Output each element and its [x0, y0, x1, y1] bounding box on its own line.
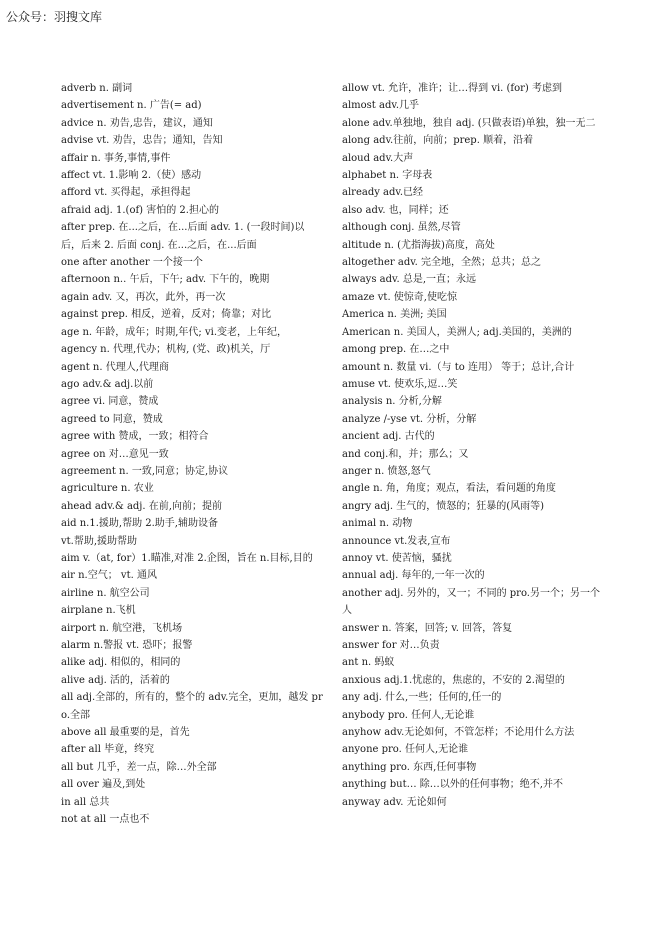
vocab-entry: aloud adv.大声 — [342, 152, 414, 164]
vocab-entry: ancient adj. 古代的 — [342, 431, 435, 443]
vocab-entry: announce vt.发表,宣布 — [342, 535, 451, 547]
vocab-entry: one after another 一个接一个 — [61, 257, 203, 269]
vocab-entry: also adv. 也，同样；还 — [342, 204, 449, 216]
vocab-entry: among prep. 在…之中 — [342, 344, 450, 356]
vocab-entry: agree with 赞成，一致；相符合 — [61, 431, 209, 443]
vocab-entry: vt.帮助,援助帮助 — [61, 535, 138, 547]
vocab-entry: anything but… 除…以外的任何事物；绝不,并不 — [342, 779, 563, 791]
vocab-entry: advice n. 劝告,忠告，建议，通知 — [61, 117, 213, 129]
vocab-entry: again adv. 又，再次，此外，再一次 — [61, 291, 226, 303]
vocab-entry: anger n. 愤怒,怒气 — [342, 465, 431, 477]
vocab-entry: amaze vt. 使惊奇,使吃惊 — [342, 291, 457, 303]
vocab-entry: afraid adj. 1.(of) 害怕的 2.担心的 — [61, 204, 219, 216]
vocab-entry: any adj. 什么,一些；任何的,任一的 — [342, 692, 502, 704]
vocab-entry: aid n.1.援助,帮助 2.助手,辅助设备 — [61, 518, 218, 530]
vocab-entry: all but 几乎，差一点，除…外全部 — [61, 761, 217, 773]
vocab-entry: age n. 年龄，成年；时期,年代; vi.变老，上年纪， — [61, 326, 288, 338]
vocab-entry: ant n. 蚂蚁 — [342, 657, 395, 669]
vocab-entry: along adv.往前，向前；prep. 顺着，沿着 — [342, 135, 534, 147]
vocab-entry: American n. 美国人，美洲人; adj.美国的，美洲的 — [342, 326, 572, 338]
vocab-entry: agree vi. 同意，赞成 — [61, 396, 159, 408]
vocab-entry: always adv. 总是,一直；永远 — [342, 274, 477, 286]
vocab-entry: almost adv.几乎 — [342, 100, 419, 112]
vocab-entry: analysis n. 分析,分解 — [342, 396, 442, 408]
vocab-entry: affair n. 事务,事情,事件 — [61, 152, 171, 164]
vocab-entry: amount n. 数量 vi.（与 to 连用） 等于；总计,合计 — [342, 361, 575, 373]
vocab-entry: already adv.已经 — [342, 187, 424, 199]
vocab-entry: amuse vt. 使欢乐,逗…笑 — [342, 378, 458, 390]
vocab-entry: annual adj. 每年的,一年一次的 — [342, 570, 485, 582]
vocab-entry: agency n. 代理,代办；机构, (党、政)机关，厅 — [61, 344, 271, 356]
right-column — [342, 80, 604, 811]
vocab-entry: after prep. 在...之后，在...后面 adv. 1. (一段时间)以后，后来 2. 后面 conj. 在...之后，在...后面 — [61, 222, 305, 251]
vocab-entry: alphabet n. 字母表 — [342, 170, 433, 182]
vocab-entry: all over 遍及,到处 — [61, 779, 146, 791]
vocab-entry: aim v.（at, for）1.瞄准,对准 2.企图，旨在 n.目标,目的 — [61, 552, 313, 564]
vocab-entry: another adj. 另外的，又一；不同的 pro.另一个；另一个人 — [342, 587, 600, 617]
vocab-entry: anyhow adv.无论如何，不管怎样；不论用什么方法 — [342, 727, 575, 739]
vocab-entry: airport n. 航空港，飞机场 — [61, 622, 183, 634]
vocab-entry: airplane n.飞机 — [61, 605, 136, 617]
vocab-entry: annoy vt. 使苦恼，骚扰 — [342, 552, 452, 564]
vocab-entry: anyway adv. 无论如何 — [342, 796, 447, 808]
vocab-entry: all adj.全部的，所有的，整个的 adv.完全，更加，越发 pro.全部 — [61, 692, 323, 721]
vocab-entry: anything pro. 东西,任何事物 — [342, 761, 477, 773]
vocab-entry: America n. 美洲; 美国 — [342, 309, 447, 321]
vocab-entry: alarm n.警报 vt. 恐吓；报警 — [61, 640, 193, 651]
vocab-entry: airline n. 航空公司 — [61, 587, 150, 599]
vocab-entry: angry adj. 生气的，愤怒的；狂暴的(风雨等) — [342, 500, 545, 512]
vocab-entry: analyze /-yse vt. 分析，分解 — [342, 413, 477, 425]
vocab-entry: afford vt. 买得起，承担得起 — [61, 187, 191, 199]
vocab-entry: in all 总共 — [61, 796, 110, 808]
vocab-entry: air n.空气； vt. 通风 — [61, 570, 157, 582]
vocab-entry: after all 毕竟，终究 — [61, 744, 155, 756]
vocab-entry: not at all 一点也不 — [61, 814, 150, 826]
vocab-entry: altogether adv. 完全地，全然；总共；总之 — [342, 257, 542, 269]
vocab-entry: answer n. 答案，回答; v. 回答，答复 — [342, 622, 513, 634]
vocab-entry: against prep. 相反，逆着，反对；倚靠；对比 — [61, 309, 272, 321]
vocab-entry: altitude n. (尤指海拔)高度，高处 — [342, 239, 495, 251]
vocab-entry: alike adj. 相似的，相同的 — [61, 657, 181, 669]
vocab-entry: alive adj. 活的，活着的 — [61, 674, 170, 686]
vocab-entry: agreement n. 一致,同意；协定,协议 — [61, 465, 229, 477]
vocab-entry: allow vt. 允许，准许；让…得到 vi. (for) 考虑到 — [342, 83, 563, 94]
vocab-entry: agent n. 代理人,代理商 — [61, 361, 169, 373]
vocab-entry: above all 最重要的是，首先 — [61, 727, 190, 739]
vocab-entry: angle n. 角，角度；观点，看法，看问题的角度 — [342, 483, 556, 495]
vocab-entry: advertisement n. 广告(= ad) — [61, 100, 202, 112]
vocab-entry: agreed to 同意，赞成 — [61, 413, 163, 425]
vocab-entry: alone adv.单独地，独自 adj. (只做表语)单独，独一无二 — [342, 117, 596, 129]
vocab-entry: agree on 对…意见一致 — [61, 448, 169, 460]
vocab-entry: adverb n. 副词 — [61, 83, 133, 94]
vocab-entry: anxious adj.1.忧虑的，焦虑的，不安的 2.渴望的 — [342, 674, 565, 686]
vocab-entry: affect vt. 1.影响 2.（使）感动 — [61, 170, 202, 182]
left-column — [61, 80, 323, 828]
vocab-entry: anyone pro. 任何人,无论谁 — [342, 744, 469, 756]
vocab-entry: ago adv.& adj.以前 — [61, 378, 154, 390]
vocab-entry: afternoon n.. 午后，下午; adv. 下午的，晚期 — [61, 274, 270, 286]
vocab-entry: and conj.和，并；那么；又 — [342, 448, 469, 460]
vocab-entry: advise vt. 劝告，忠告；通知，告知 — [61, 135, 223, 147]
vocab-entry: ahead adv.& adj. 在前,向前；提前 — [61, 500, 222, 512]
vocab-entry: answer for 对…负责 — [342, 640, 440, 651]
vocab-entry: animal n. 动物 — [342, 518, 413, 530]
vocab-entry: agriculture n. 农业 — [61, 483, 154, 495]
vocab-entry: although conj. 虽然,尽管 — [342, 222, 461, 234]
page-header: 公众号：羽搜文库 — [6, 10, 103, 24]
vocab-entry: anybody pro. 任何人,无论谁 — [342, 709, 475, 721]
